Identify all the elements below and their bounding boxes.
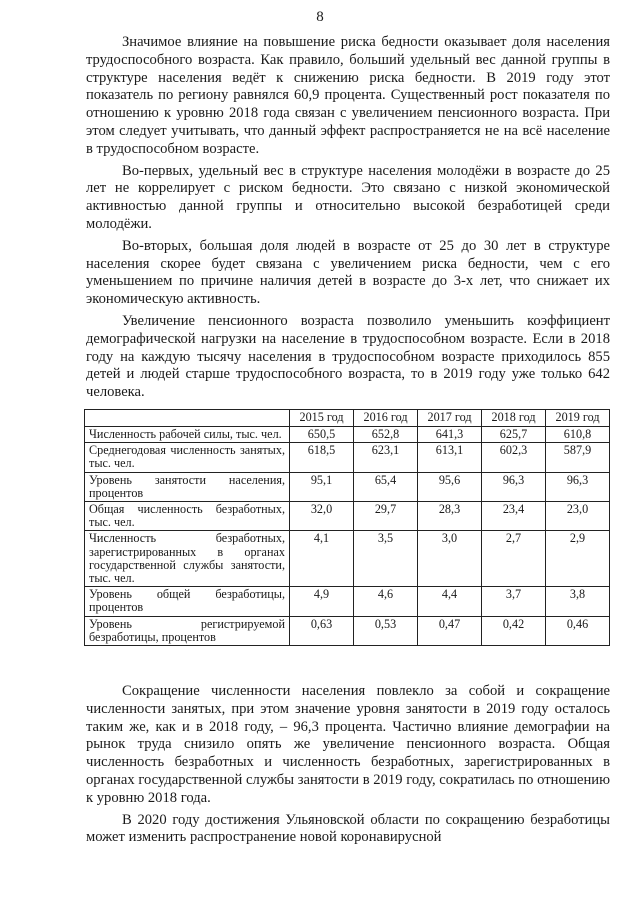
table-cell: 28,3	[418, 502, 482, 531]
row-label: Численность рабочей силы, тыс. чел.	[85, 427, 290, 443]
table-cell: 32,0	[290, 502, 354, 531]
table-cell: 623,1	[354, 443, 418, 472]
table-cell: 0,47	[418, 616, 482, 645]
table-cell: 3,8	[546, 587, 610, 616]
paragraph-2020-outlook: В 2020 году достижения Ульяновской области по сокращению безработицы может изменить распространение новой коронавирусной	[86, 811, 610, 846]
table-row	[85, 616, 610, 645]
table-cell: 0,53	[354, 616, 418, 645]
employment-statistics-table	[84, 409, 610, 646]
table-cell: 618,5	[290, 443, 354, 472]
intro-text	[86, 34, 610, 406]
table-cell: 625,7	[482, 427, 546, 443]
closing-text	[86, 683, 610, 851]
table-cell: 95,1	[290, 472, 354, 501]
table-header-row	[85, 410, 610, 427]
paragraph-working-age-share: Значимое влияние на повышение риска бедности оказывает доля населения трудоспособного возраста. Как правило, больший удельный вес данной группы в структуре населения ведёт к снижению риска бедности. В 2019 году этот показатель по региону равнялся 60,9 процента. Существенный рост показателя по отношению к уровню 2018 года связан с увеличением пенсионного возраста. При этом следует учитывать, что данный эффект распространяется не на всё население в трудоспособном возрасте.	[86, 34, 610, 157]
table-cell: 29,7	[354, 502, 418, 531]
table-cell: 652,8	[354, 427, 418, 443]
table-cell: 4,1	[290, 531, 354, 587]
table-cell: 641,3	[418, 427, 482, 443]
table-cell: 587,9	[546, 443, 610, 472]
table-cell: 95,6	[418, 472, 482, 501]
table-row	[85, 531, 610, 587]
table-cell: 23,4	[482, 502, 546, 531]
row-label: Уровень общей безработицы, процентов	[85, 587, 290, 616]
table-cell: 3,7	[482, 587, 546, 616]
table-cell: 610,8	[546, 427, 610, 443]
table-cell: 0,63	[290, 616, 354, 645]
year-header: 2016 год	[354, 410, 418, 427]
table-cell: 96,3	[546, 472, 610, 501]
table-cell: 3,5	[354, 531, 418, 587]
table-row	[85, 427, 610, 443]
year-header: 2018 год	[482, 410, 546, 427]
table-cell: 650,5	[290, 427, 354, 443]
row-label: Общая численность безработных, тыс. чел.	[85, 502, 290, 531]
table-cell: 3,0	[418, 531, 482, 587]
table-cell: 2,7	[482, 531, 546, 587]
table-cell: 2,9	[546, 531, 610, 587]
row-label: Среднегодовая численность занятых, тыс. чел.	[85, 443, 290, 472]
table-cell: 4,4	[418, 587, 482, 616]
table-cell: 613,1	[418, 443, 482, 472]
paragraph-youth: Во-первых, удельный вес в структуре населения молодёжи в возрасте до 25 лет не коррелирует с риском бедности. Это связано с низкой экономической активностью данной группы и относительно высокой безработицей среди молодёжи.	[86, 162, 610, 232]
year-header: 2017 год	[418, 410, 482, 427]
paragraph-employment-decline: Сокращение численности населения повлекло за собой и сокращение численности занятых, при этом значение уровня занятости в 2019 году осталось таким же, как и в 2018 году, – 96,3 процента. Частично влияние демографии на рынок труда снизило опять же увеличение пенсионного возраста. Общая численность безработных и численность безработных, зарегистрированных в органах государственной службы занятости в 2019 году, сократилась по отношению к уровню 2018 года.	[86, 683, 610, 806]
table-row	[85, 443, 610, 472]
year-header: 2019 год	[546, 410, 610, 427]
table-cell: 0,46	[546, 616, 610, 645]
year-header: 2015 год	[290, 410, 354, 427]
table-corner-cell	[85, 410, 290, 427]
row-label: Численность безработных, зарегистрированных в органах государственной службы занятости, тыс. чел.	[85, 531, 290, 587]
table-cell: 4,9	[290, 587, 354, 616]
row-label: Уровень регистрируемой безработицы, процентов	[85, 616, 290, 645]
table-cell: 4,6	[354, 587, 418, 616]
table-row	[85, 502, 610, 531]
table-cell: 0,42	[482, 616, 546, 645]
table-cell: 23,0	[546, 502, 610, 531]
table-cell: 65,4	[354, 472, 418, 501]
page-number: 8	[316, 9, 324, 25]
table-row	[85, 472, 610, 501]
table-row	[85, 587, 610, 616]
paragraph-age-25-30: Во-вторых, большая доля людей в возрасте от 25 до 30 лет в структуре населения скорее будет связана с увеличением риска бедности, чем с его уменьшением по причине наличия детей в возрасте до 3-х лет, что снижает их экономическую активность.	[86, 237, 610, 308]
row-label: Уровень занятости населения, процентов	[85, 472, 290, 501]
table-cell: 96,3	[482, 472, 546, 501]
table-cell: 602,3	[482, 443, 546, 472]
paragraph-pension-age: Увеличение пенсионного возраста позволило уменьшить коэффициент демографической нагрузки на население в трудоспособном возрасте. Если в 2018 году на каждую тысячу населения в трудоспособном возрасте приходилось 855 детей и людей старше трудоспособного возраста, то в 2019 году уже только 642 человека.	[86, 312, 610, 401]
